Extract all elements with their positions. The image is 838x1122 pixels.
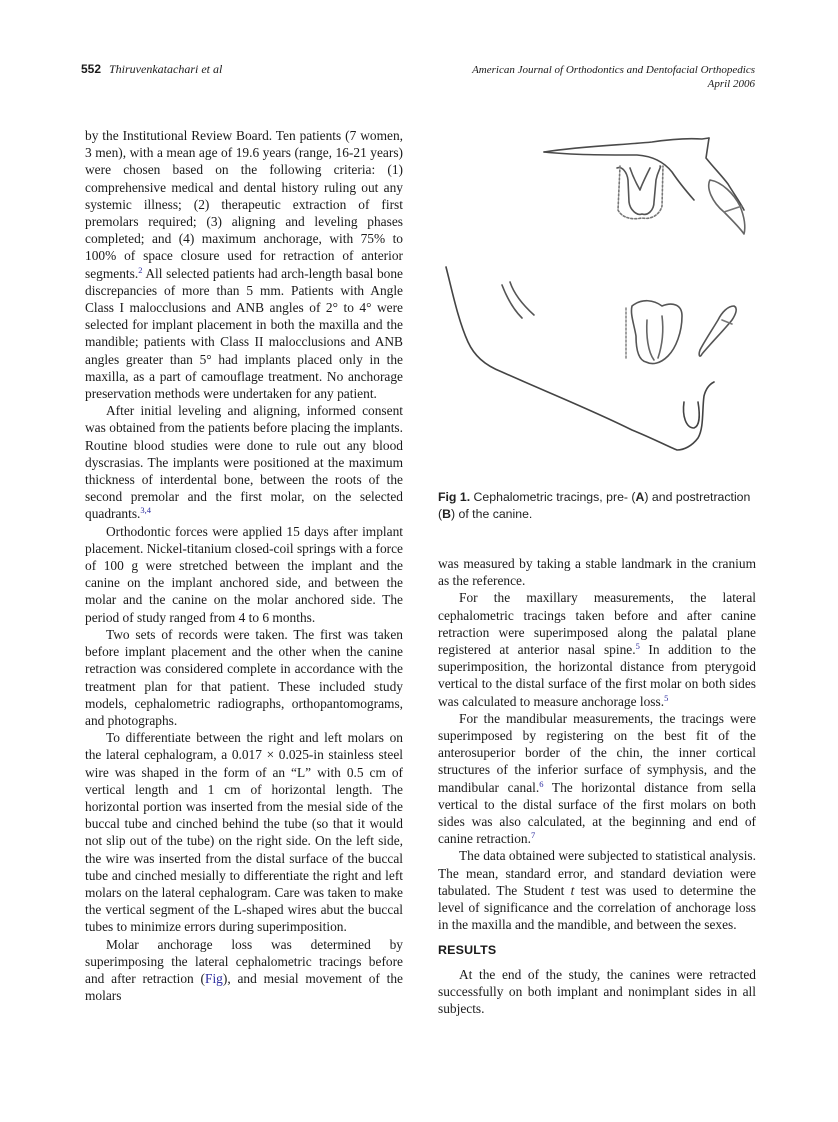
paragraph: by the Institutional Review Board. Ten patients (7 women, 3 men), with a mean age of 19.6 years (range, 16-21 years) were chosen based on the following criteria: (1) comprehensive medical and dental history ruling out any systemic illness; (2) therapeutic extraction of first premolars required; (3) aligning and leveling phases completed; and (4) maximum anchorage, with 75% to 100% of space closure used for retraction of anterior segments.$^2$ All selected patients had arch-length basal bone discrepancies of more than 5 mm. Patients with Angle Class I malocclusions and ANB angles of 2° to 4° were selected for implant placement in both the maxilla and the mandible; patients with Class II malocclusions and ANB angles greater than 5° had implants placed only in the maxilla, as a part of camouflage treatment. No anchorage preservation methods were undertaken for any patient.: [85, 128, 403, 402]
citation-link[interactable]: 2: [138, 264, 143, 275]
issue-date: April 2006: [707, 78, 755, 90]
citation-link[interactable]: 5: [664, 692, 669, 703]
paragraph: For the maxillary measurements, the lateral cephalometric tracings taken before and after canine retraction were superimposed along the palatal plane registered at anterior nasal spine.$^5$ In addition to the superimposition, the horizontal distance from pterygoid vertical to the distal surface of the first molar on both sides was calculated to measure anchorage loss.$^5$: [438, 590, 756, 709]
citation-link[interactable]: 6: [539, 778, 544, 789]
paragraph: For the mandibular measurements, the tracings were superimposed by registering on the best fit of the anterosuperior border of the chin, the inner cortical structures of the inferior surface of symphysis, and the mandibular canal.$^6$ The horizontal distance from sella vertical to the distal surface of the first molars on both sides was also calculated, at the beginning and end of canine retraction.$^7$: [438, 710, 756, 847]
page-number: 552: [81, 62, 102, 76]
running-author: Thiruvenkatachari et al: [109, 62, 223, 76]
paragraph: To differentiate between the right and left molars on the lateral cephalogram, a 0.017 × 0.025-in stainless steel wire was shaped in the form of an “L” with 0.5 cm of vertical length and 1 cm of horizontal length. The horizontal portion was inserted from the mesial side of the buccal tube and cinched behind the tube (so that it would not slip out of the tube) on the right side. On the left side, the wire was inserted from the distal surface of the buccal tube and cinched mesially to differentiate the right and left molars on the lateral cephalogram. Care was taken to make the vertical segment of the L-shaped wires abut the buccal tubes to minimize errors during superimposition.: [85, 730, 403, 935]
paragraph: Orthodontic forces were applied 15 days after implant placement. Nickel-titanium closed-coil springs with a force of 100 g were stretched between the implant and the canine on the implant anchored side, and between the molar and the canine on the molar anchored side. The period of study ranged from 4 to 6 months.: [85, 523, 403, 625]
running-header: [81, 62, 755, 102]
paragraph: The data obtained were subjected to statistical analysis. The mean, standard error, and standard deviation were tabulated. The Student t test was used to determine the level of significance and the correlation of anchorage loss in the maxilla and the mandible, and between the sexes.: [438, 848, 756, 933]
journal-info: [472, 63, 755, 91]
left-column: [85, 127, 403, 1004]
figure-link[interactable]: Fig: [205, 970, 223, 986]
journal-name: American Journal of Orthodontics and Dentofacial Orthopedics: [472, 64, 755, 76]
citation-link[interactable]: 5: [635, 641, 640, 652]
citation-link[interactable]: 7: [530, 830, 536, 841]
paragraph: At the end of the study, the canines were retracted successfully on both implant and nonimplant sides in all subjects.: [438, 966, 756, 1017]
section-heading-results: RESULTS: [438, 943, 497, 958]
citation-link[interactable]: 3,4: [140, 505, 152, 516]
figure-cephalometric-tracing: [432, 110, 772, 485]
paragraph: After initial leveling and aligning, informed consent was obtained from the patients before placing the implants. Routine blood studies were done to rule out any blood dyscrasias. The implants were positioned at the maximum thickness of interdental bone, between the roots of the second premolar and the first molar, on the selected quadrants.$^{3,4}$: [85, 403, 403, 522]
figure-caption: Fig 1. Cephalometric tracings, pre- (A) and postretraction (B) of the canine.: [438, 490, 751, 521]
paragraph: Two sets of records were taken. The first was taken before implant placement and the other when the canine retraction was considered complete in accordance with the treatment plan for that patient. These included study models, cephalometric radiographs, orthopantomograms, and photographs.: [85, 626, 403, 728]
right-column: [438, 555, 756, 1017]
paragraph: Molar anchorage loss was determined by superimposing the lateral cephalometric tracings before and after retraction (Fig), and mesial movement of the molars: [85, 936, 403, 1004]
figure-label: Fig 1.: [438, 490, 471, 504]
paragraph: was measured by taking a stable landmark in the cranium as the reference.: [438, 556, 756, 589]
cephalometric-tracing-drawing: [432, 110, 772, 485]
